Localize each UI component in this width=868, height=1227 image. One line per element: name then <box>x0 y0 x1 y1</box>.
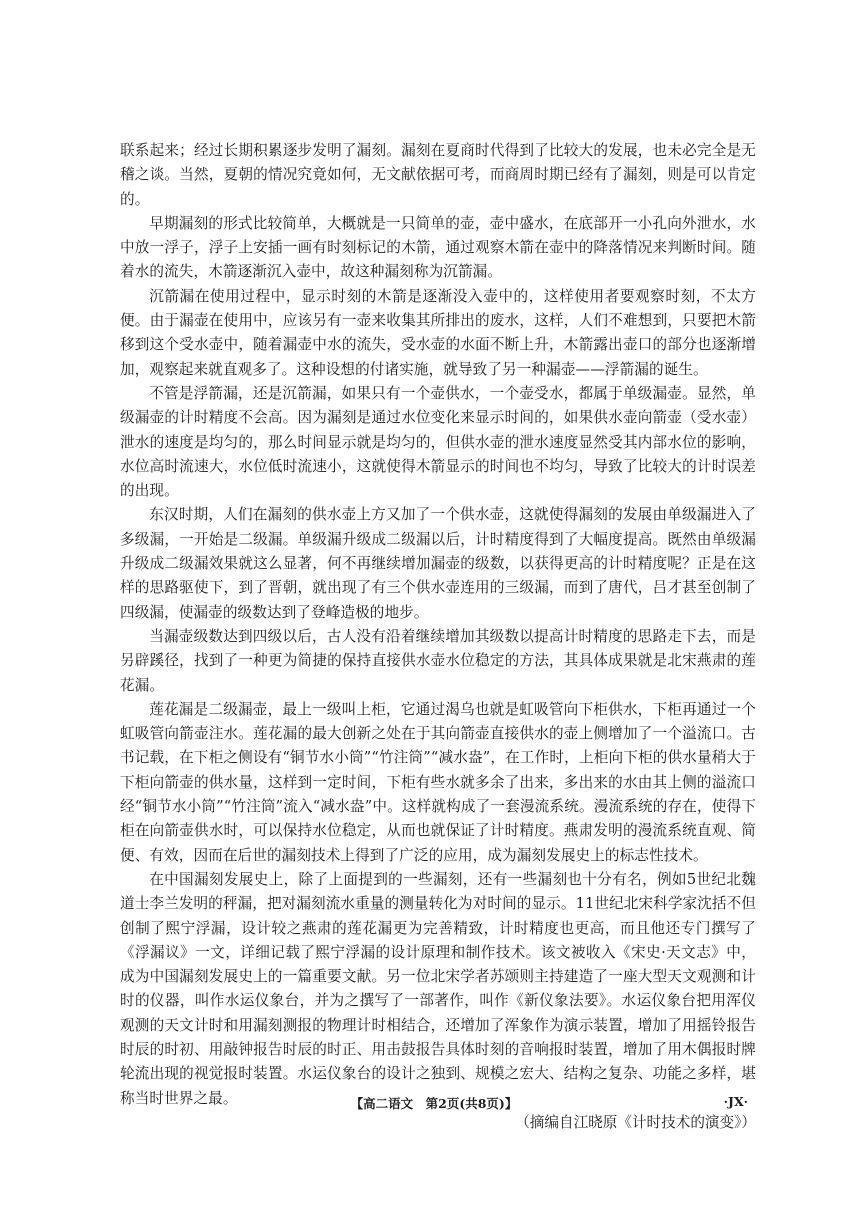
paragraph-6: 当漏壶级数达到四级以后，古人没有沿着继续增加其级数以提高计时精度的思路走下去，而是另辟蹊径，找到了一种更为简捷的保持直接供水壶水位稳定的方法，其具体成果就是北宋燕肃的莲花漏。 <box>120 627 756 694</box>
page-footer <box>0 1094 868 1114</box>
paragraph-7: 莲花漏是二级漏壶，最上一级叫上柜，它通过渴乌也就是虹吸管向下柜供水，下柜再通过一个虹吸管向箭壶注水。莲花漏的最大创新之处在于其向箭壶直接供水的壶上侧增加了一个溢流口。古书记载，在下柜之侧设有“铜节水小筒”“竹注筒”“减水盎”，在工作时，上柜向下柜的供水量稍大于下柜向箭壶的供水量，这样到一定时间，下柜有些水就多余了出来，多出来的水由其上侧的溢流口经“铜节水小筒”“竹注筒”流入“减水盎”中。这样就构成了一套漫流系统。漫流系统的存在，使得下柜在向箭壶供水时，可以保持水位稳定，从而也就保证了计时精度。燕肃发明的漫流系统直观、简便、有效，因而在后世的漏刻技术上得到了广泛的应用，成为漏刻发展史上的标志性技术。 <box>120 700 756 864</box>
paragraph-2: 早期漏刻的形式比较简单，大概就是一只简单的壶，壶中盛水，在底部开一小孔向外泄水，水中放一浮子，浮子上安插一画有时刻标记的木箭，通过观察木箭在壶中的降落情况来判断时间。随着水的流失，木箭逐渐沉入壶中，故这种漏刻称为沉箭漏。 <box>120 214 756 281</box>
page-number-label: 【高二语文 第2页(共8页)】 <box>350 1096 518 1111</box>
exam-code: ·JX· <box>723 1094 748 1109</box>
article-body <box>120 139 756 1135</box>
paragraph-3: 沉箭漏在使用过程中，显示时刻的木箭是逐渐没入壶中的，这样使用者要观察时刻，不太方便。由于漏壶在使用中，应该另有一壶来收集其所排出的废水，这样，人们不难想到，只要把木箭移到这个受水壶中，随着漏壶中水的流失，受水壶的水面不断上升，木箭露出壶口的部分也逐渐增加，观察起来就直观多了。这种设想的付诸实施，就导致了另一种漏壶——浮箭漏的诞生。 <box>120 287 756 378</box>
paragraph-1: 联系起来；经过长期积累逐步发明了漏刻。漏刻在夏商时代得到了比较大的发展，也未必完全是无稽之谈。当然，夏朝的情况究竟如何，无文献依据可考，而商周时期已经有了漏刻，则是可以肯定的。 <box>120 142 756 208</box>
paragraph-4: 不管是浮箭漏，还是沉箭漏，如果只有一个壶供水，一个壶受水，都属于单级漏壶。显然，单级漏壶的计时精度不会高。因为漏刻是通过水位变化来显示时间的，如果供水壶向箭壶（受水壶）泄水的速度是均匀的，那么时间显示就是均匀的，但供水壶的泄水速度显然受其内部水位的影响，水位高时流速大，水位低时流速小，这就使得木箭显示的时间也不均匀，导致了比较大的计时误差的出现。 <box>120 384 756 500</box>
paragraph-5: 东汉时期，人们在漏刻的供水壶上方又加了一个供水壶，这就使得漏刻的发展由单级漏进入了多级漏，一开始是二级漏。单级漏升级成二级漏以后，计时精度得到了大幅度提高。既然由单级漏升级成二级漏效果就这么显著，何不再继续增加漏壶的级数，以获得更高的计时精度呢？正是在这样的思路驱使下，到了晋朝，就出现了有三个供水壶连用的三级漏，而到了唐代，吕才甚至创制了四级漏，使漏壶的级数达到了登峰造极的地步。 <box>120 506 756 621</box>
source-citation: （摘编自江晓原《计时技术的演变》） <box>515 1113 756 1131</box>
paragraph-8: 在中国漏刻发展史上，除了上面提到的一些漏刻，还有一些漏刻也十分有名，例如5世纪北魏道士李兰发明的秤漏，把对漏刻流水重量的测量转化为对时间的显示。11世纪北宋科学家沈括不但创制了熙宁浮漏，设计较之燕肃的莲花漏更为完善精致，计时精度也更高，而且他还专门撰写了《浮漏议》一文，详细记载了熙宁浮漏的设计原理和制作技术。该文被收入《宋史·天文志》中，成为中国漏刻发展史上的一篇重要文献。另一位北宋学者苏颂则主持建造了一座大型天文观测和计时的仪器，叫作水运仪象台，并为之撰写了一部著作，叫作《新仪象法要》。水运仪象台把用浑仪观测的天文计时和用漏刻测报的物理计时相结合，还增加了浑象作为演示装置，增加了用摇铃报告时辰的时初、用敲钟报告时辰的时正、用击鼓报告具体时刻的音响报时装置，增加了用木偶报时牌轮流出现的视觉报时装置。水运仪象台的设计之独到、规模之宏大、结构之复杂、功能之多样，堪称当时世界之最。 <box>120 870 756 1107</box>
